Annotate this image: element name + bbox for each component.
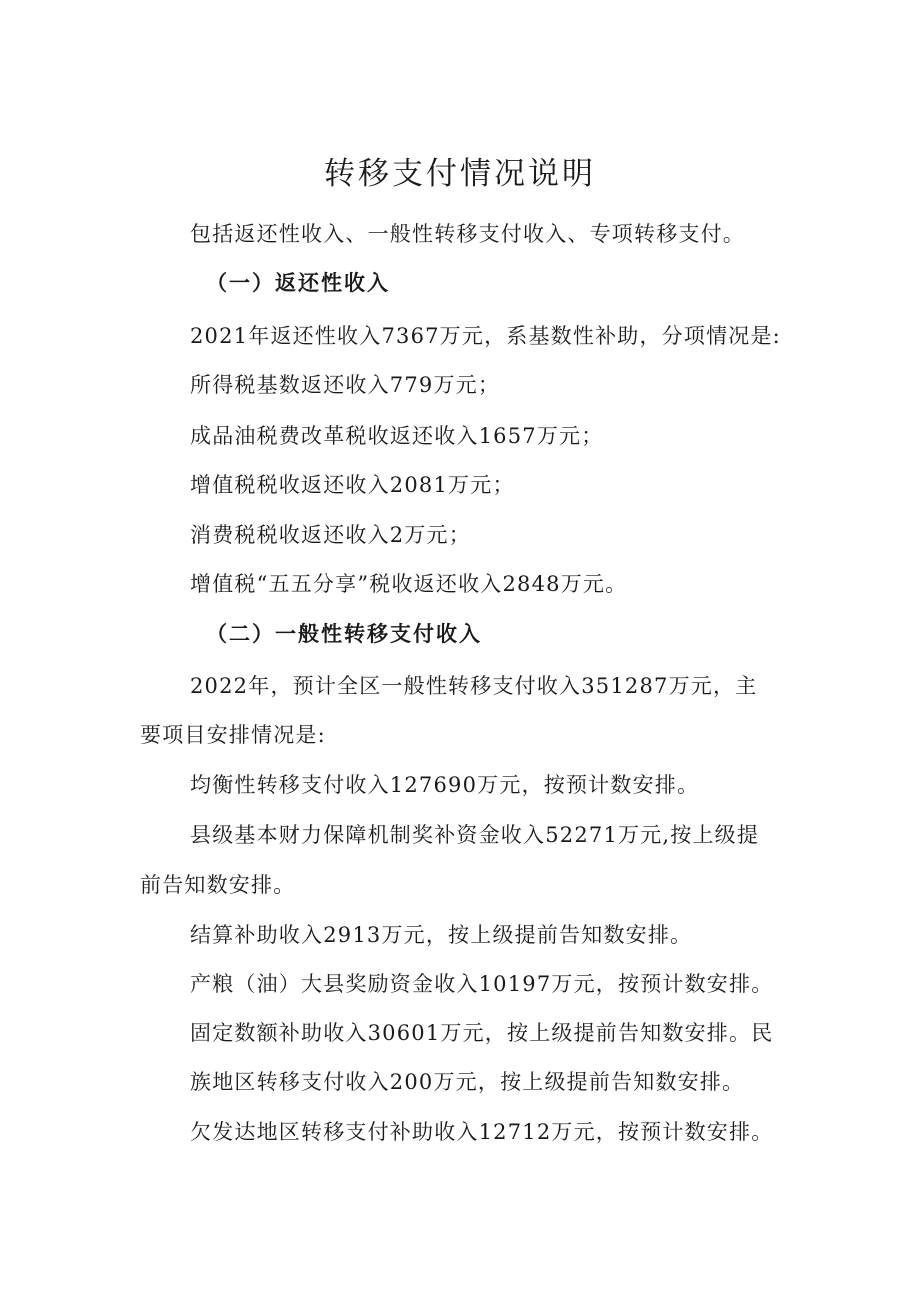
section2-line-3: 均衡性转移支付收入127690万元，按预计数安排。 (190, 773, 700, 797)
section2-line-5: 前告知数安排。 (140, 873, 296, 897)
section2-line-10: 欠发达地区转移支付补助收入12712万元，按预计数安排。 (190, 1120, 774, 1144)
section1-line-2: 所得税基数返还收入779万元； (190, 373, 501, 397)
section1-heading: （一）返还性收入 (206, 270, 390, 295)
section1-line-1: 2021年返还性收入7367万元，系基数性补助，分项情况是: (190, 324, 781, 348)
section2-line-1: 2022年，预计全区一般性转移支付收入351287万元，主 (190, 674, 758, 698)
section2-line-8: 固定数额补助收入30601万元，按上级提前告知数安排。民 (190, 1021, 774, 1045)
section1-line-5: 消费税税收返还收入2万元； (190, 523, 471, 547)
section2-line-6: 结算补助收入2913万元，按上级提前告知数安排。 (190, 923, 693, 947)
section1-line-6: 增值税“五五分享”税收返还收入2848万元。 (190, 572, 628, 596)
document-title: 转移支付情况说明 (324, 156, 596, 192)
section2-line-4: 县级基本财力保障机制奖补资金收入52271万元,按上级提 (190, 823, 760, 847)
section2-line-7: 产粮（油）大县奖励资金收入10197万元，按预计数安排。 (190, 972, 774, 996)
section2-line-2: 要项目安排情况是: (140, 723, 326, 747)
section1-line-4: 增值税税收返还收入2081万元； (190, 473, 515, 497)
section1-line-3: 成品油税费改革税收返还收入1657万元； (190, 424, 604, 448)
intro-paragraph: 包括返还性收入、一般性转移支付收入、专项转移支付。 (190, 222, 745, 246)
section2-heading: （二）一般性转移支付收入 (206, 621, 482, 646)
section2-line-9: 族地区转移支付收入200万元，按上级提前告知数安排。 (190, 1070, 745, 1094)
